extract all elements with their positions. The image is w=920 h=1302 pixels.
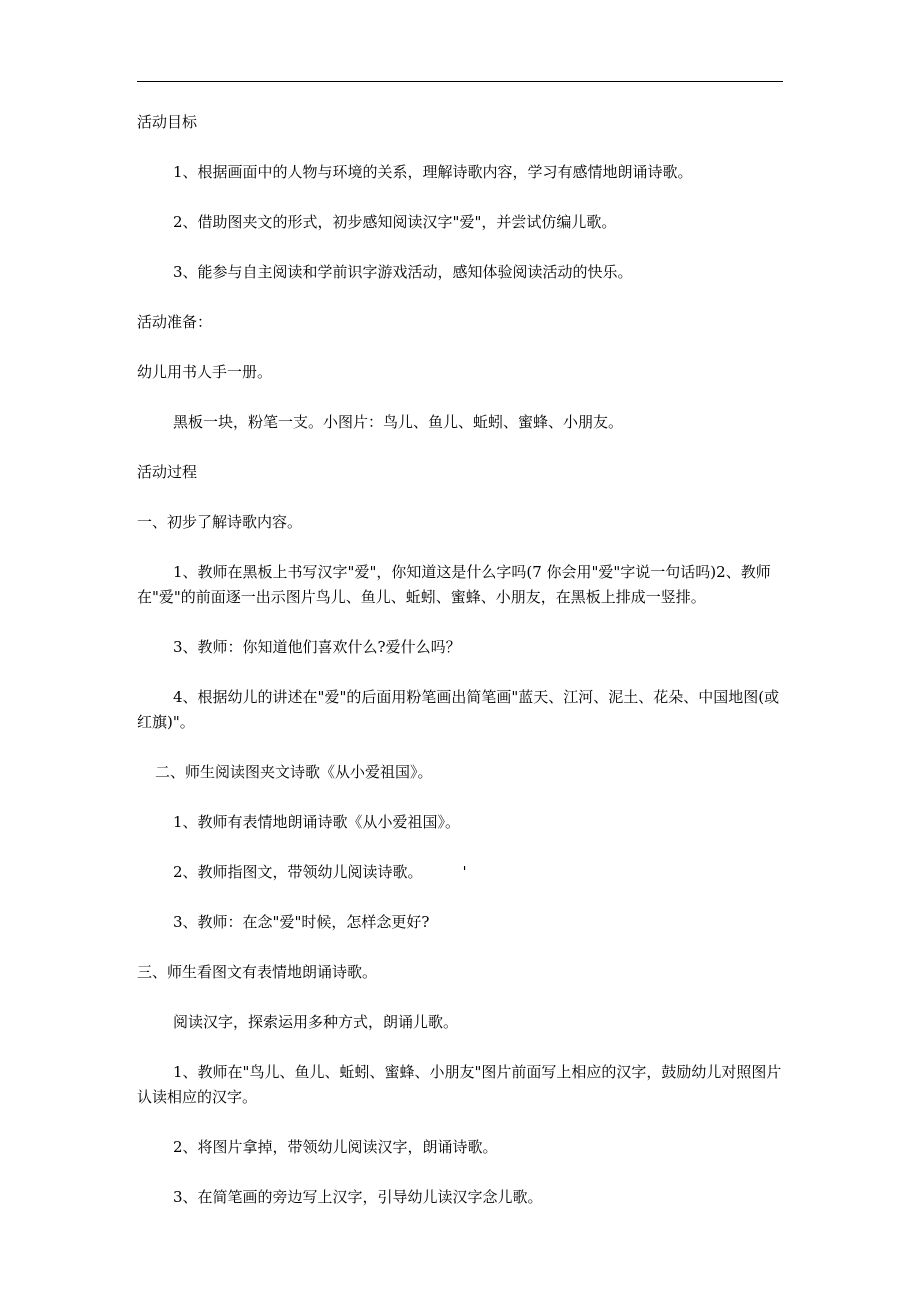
- process-part-3-heading: 三、师生看图文有表情地朗诵诗歌。: [137, 963, 378, 981]
- preparation-item-2: 黑板一块，粉笔一支。小图片：鸟儿、鱼儿、蚯蚓、蜜蜂、小朋友。: [173, 413, 624, 431]
- process-part-2-heading: 二、师生阅读图夹文诗歌《从小爱祖国》。: [155, 763, 433, 781]
- goal-item-3: 3、能参与自主阅读和学前识字游戏活动，感知体验阅读活动的快乐。: [173, 263, 633, 281]
- section-heading-process: 活动过程: [137, 463, 198, 481]
- process-part-3-step-1: 1、教师在"鸟儿、鱼儿、蚯蚓、蜜蜂、小朋友"图片前面写上相应的汉字，鼓励幼儿对照图片认读相应的汉字。: [137, 1063, 782, 1106]
- stray-mark: ': [462, 863, 467, 881]
- preparation-item-1: 幼儿用书人手一册。: [137, 363, 273, 381]
- process-part-1-step-3: 3、教师：你知道他们喜欢什么?爱什么吗？: [173, 638, 461, 656]
- process-part-1-step-4: 4、根据幼儿的讲述在"爱"的后面用粉笔画出简笔画"蓝天、江河、泥土、花朵、中国地图(或红旗)"。: [137, 688, 780, 731]
- process-part-2-step-2: [137, 860, 783, 885]
- process-part-2-step-2-text: 2、教师指图文，带领幼儿阅读诗歌。: [173, 863, 423, 881]
- process-part-3-intro: 阅读汉字，探索运用多种方式，朗诵儿歌。: [173, 1013, 459, 1031]
- header-rule: [137, 81, 783, 82]
- section-heading-preparation: 活动准备：: [137, 313, 213, 331]
- process-part-2-step-1: 1、教师有表情地朗诵诗歌《从小爱祖国》。: [173, 813, 461, 831]
- process-part-3-step-3: 3、在简笔画的旁边写上汉字，引导幼儿读汉字念儿歌。: [173, 1188, 543, 1206]
- goal-item-1: 1、根据画面中的人物与环境的关系，理解诗歌内容，学习有感情地朗诵诗歌。: [173, 163, 693, 181]
- document-body: [137, 110, 783, 1235]
- process-part-2-step-3: 3、教师：在念"爱"时候，怎样念更好?: [173, 913, 430, 931]
- section-heading-goals: 活动目标: [137, 113, 198, 131]
- goal-item-2: 2、借助图夹文的形式，初步感知阅读汉字"爱"，并尝试仿编儿歌。: [173, 213, 617, 231]
- process-part-3-step-2: 2、将图片拿掉，带领幼儿阅读汉字，朗诵诗歌。: [173, 1138, 498, 1156]
- process-part-1-heading: 一、初步了解诗歌内容。: [137, 513, 303, 531]
- process-part-1-step-1: 1、教师在黑板上书写汉字"爱"，你知道这是什么字吗(7 你会用"爱"字说一句话吗)2、教师在"爱"的前面逐一出示图片鸟儿、鱼儿、蚯蚓、蜜蜂、小朋友，在黑板上排成一竖排。: [137, 563, 771, 606]
